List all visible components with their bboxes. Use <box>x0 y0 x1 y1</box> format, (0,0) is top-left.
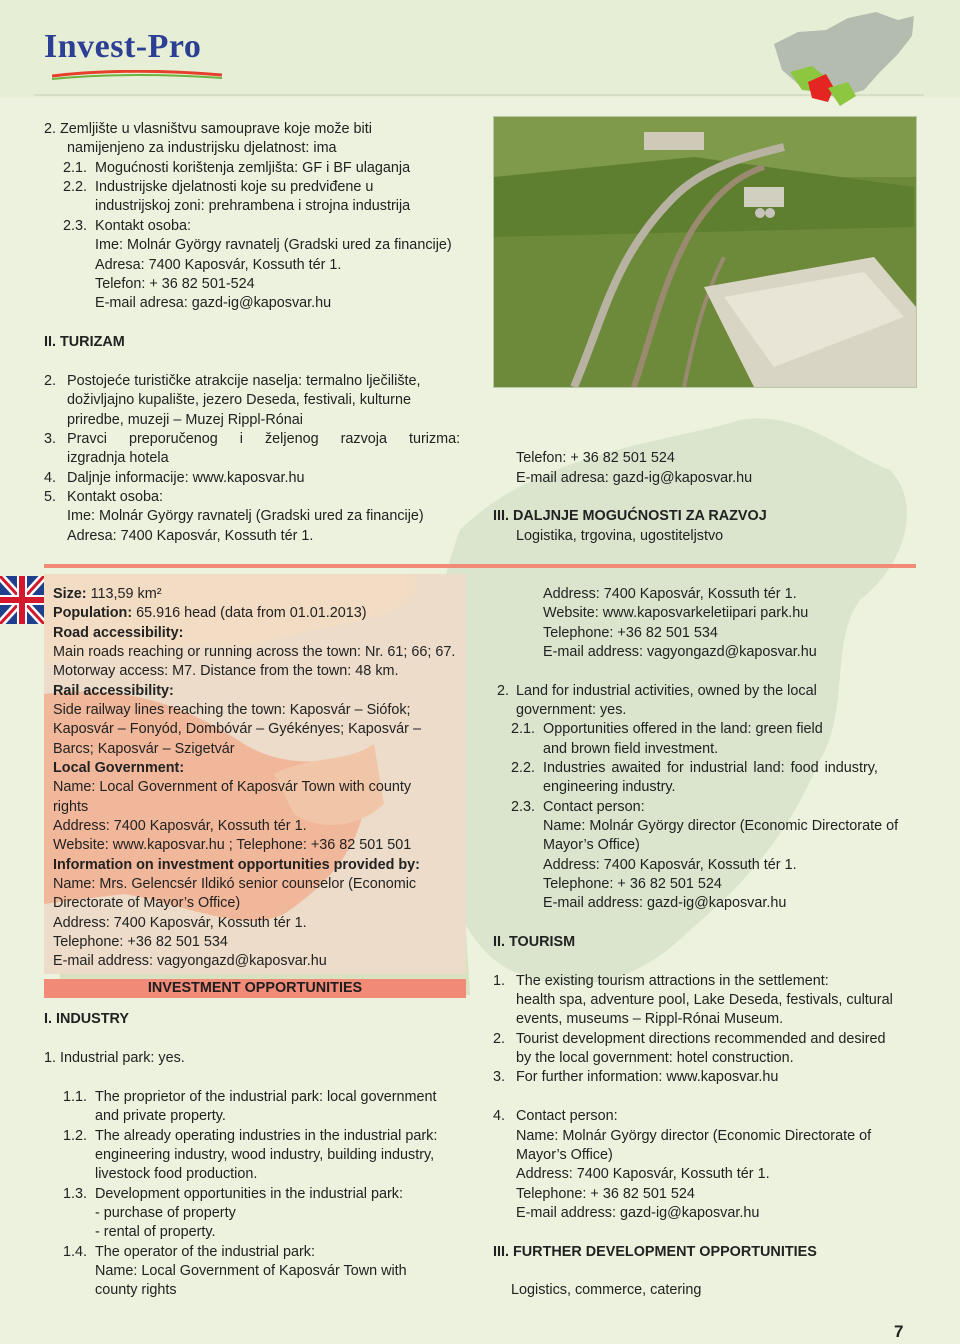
i12-line1: The already operating industries in the industrial park: <box>95 1128 438 1144</box>
hr-t5-line1: Kontakt osoba: <box>67 489 164 505</box>
rt1-line3: events, museums – Rippl-Rónai Museum. <box>516 1011 784 1027</box>
i11-line2: and private property. <box>95 1108 226 1124</box>
hr-further-text: Logistika, trgovina, ugostiteljstvo <box>516 528 724 544</box>
i13-line3: - rental of property. <box>95 1224 216 1240</box>
rt3: For further information: www.kaposvar.hu <box>516 1069 779 1085</box>
further-heading: III. FURTHER DEVELOPMENT OPPORTUNITIES <box>493 1244 817 1260</box>
road-line1: Main roads reaching or running across the town: Nr. 61; 66; 67. <box>53 644 456 660</box>
rt4-num: 4. <box>493 1108 506 1124</box>
logo-swoosh-icon <box>52 70 222 80</box>
hr-t3-num: 3. <box>44 431 57 447</box>
hr-t4: Daljnje informacije: www.kaposvar.hu <box>67 470 305 486</box>
hr-p23-line4: Telefon: + 36 82 501-524 <box>95 276 255 292</box>
hr-p22-num: 2.2. <box>63 179 88 195</box>
r-top-line4: E-mail address: vagyongazd@kaposvar.hu <box>543 644 817 660</box>
logo-text: Invest-Pro <box>44 28 202 65</box>
population-value: 65.916 head (data from 01.01.2013) <box>132 605 367 621</box>
hr-further-heading: III. DALJNJE MOGUĆNOSTI ZA RAZVOJ <box>493 508 767 524</box>
r22-line1: Industries awaited for industrial land: food industry, <box>543 760 878 776</box>
aerial-photo-industrial-park <box>493 116 917 388</box>
background-map-shape <box>420 410 920 1010</box>
r23-line6: E-mail address: gazd-ig@kaposvar.hu <box>543 895 787 911</box>
hr-p22-line2: industrijskoj zoni: prehrambena i strojna industrija <box>95 198 411 214</box>
r22-line2: engineering industry. <box>543 779 676 795</box>
hr-p23-line5: E-mail adresa: gazd-ig@kaposvar.hu <box>95 295 332 311</box>
r23-line3: Mayor’s Office) <box>543 837 640 853</box>
info-line3: Address: 7400 Kaposvár, Kossuth tér 1. <box>53 915 307 931</box>
rt3-num: 3. <box>493 1069 506 1085</box>
i13-line2: - purchase of property <box>95 1205 236 1221</box>
r21-line2: and brown field investment. <box>543 741 719 757</box>
info-label: Information on investment opportunities provided by: <box>53 857 420 873</box>
rt4-line4: Address: 7400 Kaposvár, Kossuth tér 1. <box>516 1166 770 1182</box>
i13-line1: Development opportunities in the industrial park: <box>95 1186 403 1202</box>
rt2-line2: by the local government: hotel construction. <box>516 1050 794 1066</box>
i14-line2: Name: Local Government of Kaposvár Town with <box>95 1263 407 1279</box>
size-row <box>53 585 162 604</box>
rail-line2: Kaposvár – Fonyód, Dombóvár – Gyékényes; Kaposvár – <box>53 721 421 737</box>
road-label: Road accessibility: <box>53 625 184 641</box>
rail-line3: Barcs; Kaposvár – Szigetvár <box>53 741 235 757</box>
hr-p23-line3: Adresa: 7400 Kaposvár, Kossuth tér 1. <box>95 257 342 273</box>
rail-label: Rail accessibility: <box>53 683 174 699</box>
industry-i1: 1. Industrial park: yes. <box>44 1050 185 1066</box>
rt4-line3: Mayor’s Office) <box>516 1147 613 1163</box>
i11-line1: The proprietor of the industrial park: local government <box>95 1089 437 1105</box>
i12-line3: livestock food production. <box>95 1166 258 1182</box>
hr-t3-line1: Pravci preporučenog i željenog razvoja turizma: <box>67 431 461 447</box>
rail-line1: Side railway lines reaching the town: Kaposvár – Siófok; <box>53 702 411 718</box>
r-top-line3: Telephone: +36 82 501 534 <box>543 625 718 641</box>
r23-line4: Address: 7400 Kaposvár, Kossuth tér 1. <box>543 857 797 873</box>
population-label: Population: <box>53 605 133 621</box>
info-line2: Directorate of Mayor’s Office) <box>53 895 241 911</box>
i12-line2: engineering industry, wood industry, building industry, <box>95 1147 435 1163</box>
info-line4: Telephone: +36 82 501 534 <box>53 934 228 950</box>
size-value: 113,59 km² <box>86 586 162 602</box>
rt1-line2: health spa, adventure pool, Lake Deseda, festivals, cultural <box>516 992 893 1008</box>
rt2-line1: Tourist development directions recommended and desired <box>516 1031 886 1047</box>
r-top-line2: Website: www.kaposvarkeletiipari park.hu <box>543 605 809 621</box>
hr-t5-num: 5. <box>44 489 57 505</box>
section-divider <box>44 564 916 568</box>
hungary-map-icon <box>768 6 918 110</box>
gov-line1: Name: Local Government of Kaposvár Town with county <box>53 779 412 795</box>
hr-t5-line2: Ime: Molnár György ravnatelj (Gradski ured za financije) <box>67 508 424 524</box>
hr-t3-line2: izgradnja hotela <box>67 450 169 466</box>
invest-pro-logo <box>44 28 201 66</box>
r23-line1: Contact person: <box>543 799 645 815</box>
hr-t2-line2: doživljajno kupalište, jezero Deseda, festivali, kulturne <box>67 392 411 408</box>
r23-line2: Name: Molnár György director (Economic Directorate of <box>543 818 899 834</box>
i14-line1: The operator of the industrial park: <box>95 1244 315 1260</box>
info-line5: E-mail address: vagyongazd@kaposvar.hu <box>53 953 327 969</box>
hr-tourism-heading: II. TURIZAM <box>44 334 125 350</box>
hr-t2-line1-text: Postojeće turističke atrakcije naselja: termalno lječilište, <box>67 373 421 389</box>
page-number: 7 <box>894 1322 904 1341</box>
hr-t2-line3: priredbe, muzeji – Muzej Rippl-Rónai <box>67 412 303 428</box>
r2-num: 2. <box>497 683 510 699</box>
i12-num: 1.2. <box>63 1128 88 1144</box>
investment-opportunities-title: INVESTMENT OPPORTUNITIES <box>147 980 363 996</box>
r2-line2: government: yes. <box>516 702 627 718</box>
rt4-line5: Telephone: + 36 82 501 524 <box>516 1186 695 1202</box>
hr-p2-line2: namijenjeno za industrijsku djelatnost: ima <box>67 140 337 156</box>
size-label: Size: <box>53 586 87 602</box>
population-row <box>53 604 367 623</box>
hr-right-email: E-mail adresa: gazd-ig@kaposvar.hu <box>516 470 753 486</box>
hr-p23-line2: Ime: Molnár György ravnatelj (Gradski ured za financije) <box>95 237 452 253</box>
investment-opportunities-bar <box>44 979 466 998</box>
hr-p22-line1: Industrijske djelatnosti koje su predviđene u <box>95 179 374 195</box>
hr-t2-line1 <box>67 372 466 391</box>
i11-num: 1.1. <box>63 1089 88 1105</box>
r2-line1: Land for industrial activities, owned by the local <box>516 683 817 699</box>
hr-t4-num: 4. <box>44 470 57 486</box>
rt2-num: 2. <box>493 1031 506 1047</box>
hr-t2-num: 2. <box>44 373 57 389</box>
rt4-line6: E-mail address: gazd-ig@kaposvar.hu <box>516 1205 760 1221</box>
gov-line4: Website: www.kaposvar.hu ; Telephone: +36 82 501 501 <box>53 837 412 853</box>
rt1-line1: The existing tourism attractions in the settlement: <box>516 973 829 989</box>
r23-line5: Telephone: + 36 82 501 524 <box>543 876 722 892</box>
gov-label: Local Government: <box>53 760 185 776</box>
hr-p21-num: 2.1. <box>63 160 88 176</box>
rt4-line1: Contact person: <box>516 1108 618 1124</box>
hr-p2-line1: 2. Zemljište u vlasništvu samouprave koje može biti <box>44 121 372 137</box>
gov-line2: rights <box>53 799 89 815</box>
r23-num: 2.3. <box>511 799 536 815</box>
r21-line1: Opportunities offered in the land: green field <box>543 721 823 737</box>
r21-num: 2.1. <box>511 721 536 737</box>
r22-num: 2.2. <box>511 760 536 776</box>
r-top-line1: Address: 7400 Kaposvár, Kossuth tér 1. <box>543 586 797 602</box>
i14-line3: county rights <box>95 1282 177 1298</box>
industry-heading: I. INDUSTRY <box>44 1011 130 1027</box>
road-line2: Motorway access: M7. Distance from the town: 48 km. <box>53 663 399 679</box>
rt1-num: 1. <box>493 973 506 989</box>
hr-p23-line1: Kontakt osoba: <box>95 218 192 234</box>
further-text: Logistics, commerce, catering <box>511 1282 702 1298</box>
hr-right-phone: Telefon: + 36 82 501 524 <box>516 450 675 466</box>
hr-p21: Mogućnosti korištenja zemljišta: GF i BF ulaganja <box>95 160 411 176</box>
hr-p23-num: 2.3. <box>63 218 88 234</box>
i14-num: 1.4. <box>63 1244 88 1260</box>
i13-num: 1.3. <box>63 1186 88 1202</box>
tourism-heading: II. TOURISM <box>493 934 576 950</box>
gov-line3: Address: 7400 Kaposvár, Kossuth tér 1. <box>53 818 307 834</box>
hr-t5-line3: Adresa: 7400 Kaposvár, Kossuth tér 1. <box>67 528 314 544</box>
uk-flag-icon <box>0 576 44 624</box>
rt4-line2: Name: Molnár György director (Economic Directorate of <box>516 1128 872 1144</box>
info-line1: Name: Mrs. Gelencsér Ildikó senior counselor (Economic <box>53 876 417 892</box>
